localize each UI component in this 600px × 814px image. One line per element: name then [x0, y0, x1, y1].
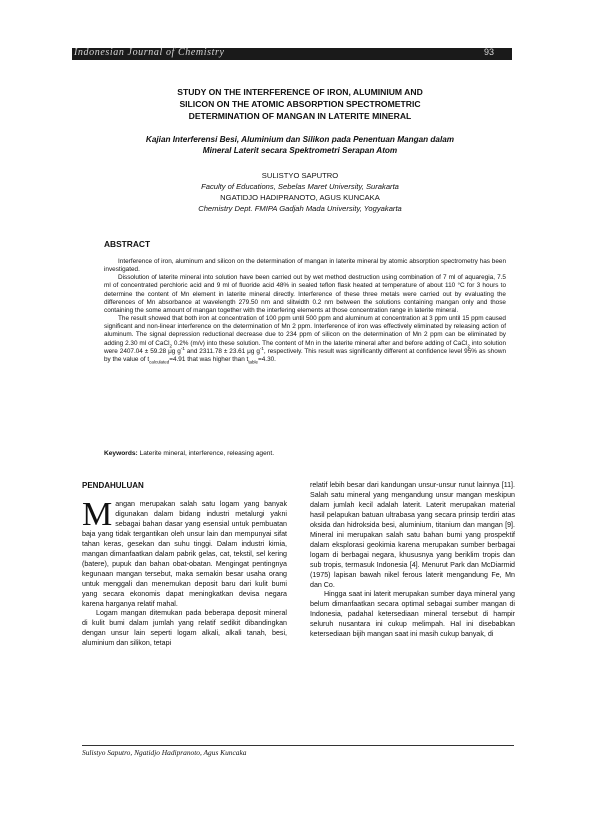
title-line: STUDY ON THE INTERFERENCE OF IRON, ALUMINIUM AND: [177, 87, 423, 97]
subscript: calculated: [149, 359, 170, 365]
drop-cap: M: [82, 496, 113, 533]
footer-authors: Sulistyo Saputro, Ngatidjo Hadipranoto, Agus Kuncaka: [82, 748, 247, 757]
subtitle-line: Mineral Laterit secara Spektrometri Serapan Atom: [202, 146, 398, 155]
author-affiliation: Faculty of Educations, Sebelas Maret University, Surakarta: [201, 182, 399, 191]
author-affiliation: Chemistry Dept. FMIPA Gadjah Mada University, Yogyakarta: [198, 204, 402, 213]
page-number: 93: [484, 47, 495, 57]
keywords: [104, 450, 506, 457]
abstract-text: and 2311.78 ± 23.61 μg g: [184, 347, 260, 355]
abstract-text: =4.30.: [258, 355, 276, 363]
body-paragraph: [82, 496, 287, 609]
keywords-label: Keywords:: [104, 450, 138, 457]
body-column-left: [82, 496, 287, 649]
title-line: DETERMINATION OF MANGAN IN LATERITE MINERAL: [188, 111, 412, 121]
subscript: 2: [467, 342, 470, 348]
superscript: -1: [180, 345, 185, 351]
subscript: table: [248, 359, 259, 365]
body-column-right: [310, 481, 515, 640]
keywords-text: Laterite mineral, interference, releasing agent.: [137, 450, 275, 457]
footer-rule: [82, 745, 514, 746]
author-block: [100, 170, 500, 214]
section-heading: PENDAHULUAN: [82, 481, 144, 490]
paper-title: [100, 86, 500, 122]
abstract-body: [104, 258, 506, 364]
subtitle-line: Kajian Interferensi Besi, Aluminium dan Silikon pada Penentuan Mangan dalam: [145, 135, 455, 144]
abstract-heading: ABSTRACT: [104, 239, 151, 249]
author-name: NGATIDJO HADIPRANOTO, AGUS KUNCAKA: [220, 193, 380, 202]
journal-name: Indonesian Journal of Chemistry: [74, 47, 225, 58]
body-paragraph: Hingga saat ini laterit merupakan sumber daya mineral yang belum dimanfaatkan secara optimal sebagai sumber mangan di Indonesia, padahal ketersediaan mineral tersebut di hampir seluruh nusantara ini cukup melimpah. Hal ini disebabkan ketersediaan bijih mangan saat ini masih cukup banyak, di: [310, 590, 515, 639]
abstract-text: , respectively. This result was significantly different at confidence level 95% as shown by the value of t: [104, 347, 507, 363]
body-paragraph: Logam mangan ditemukan pada beberapa deposit mineral di kulit bumi dalam jumlah yang relatif sedikit dibandingkan dengan unsur lain seperti logam alkali, alkali tanah, besi, aluminium dan silikon, tetapi: [82, 609, 287, 648]
abstract-paragraph: Interference of iron, aluminum and silicon on the determination of mangan in laterite mineral by atomic absorption spectrometry has been investigated.: [104, 258, 506, 274]
body-paragraph: relatif lebih besar dari kandungan unsur-unsur runut lainnya [11]. Salah satu mineral yang mengandung unsur mangan meskipun dalam jumlah kecil adalah laterit. Laterit merupakan material hasil pelapukan batuan ultrabasa yang secara prinsip terdiri atas oksida dan hidroksida besi, aluminium, titanium dan mangan [9]. Mineral ini merupakan salah satu bahan bumi yang prospektif dalam eksplorasi geokimia karena merupakan sumber berbagai logam di berbagai negara, khususnya yang beriklim tropis dan sub tropis, termasuk Indonesia [4]. Menurut Park dan McDiarmid (1975) lapisan bawah nikel ferous laterit mengandung Fe, Mn dan Co.: [310, 481, 515, 589]
abstract-text: =4.91 that was higher than t: [169, 355, 249, 363]
abstract-paragraph: [104, 315, 506, 364]
abstract-text: 0.2% (m/v) into these solution. The content of Mn in the laterite mineral after and before adding of CaCl: [172, 339, 468, 347]
subscript: 2: [169, 342, 173, 348]
abstract-paragraph: Dissolution of laterite mineral into solution have been carried out by wet method destruction using combination of 7 ml of aquaregia, 7.5 ml of concentrated perchloric acid and 9 ml of fluoride acid 48% in sealed teflon flask heated at temperature of about 110 °C for 3 hours to determine the content of Mn element in laterite mineral directly. Interference of these three metals were carried out by evaluating the differences of Mn absorbance at wavelength 279.50 nm and slitwidth 0.2 nm between the solutions containing mangan only and those containing the some amount of mangan together with the interfering elements at those concentration range in laterite mineral.: [104, 274, 506, 314]
title-line: SILICON ON THE ATOMIC ABSORPTION SPECTROMETRIC: [179, 99, 421, 109]
body-text: angan merupakan salah satu logam yang banyak digunakan dalam bidang industri metalurgi yakni sebagai bahan dasar yang esensial untuk pembuatan baja yang tidak tergantikan oleh unsur lain dan mempunyai sifat tahan keras, gesekan dan suhu tinggi. Dalam industri kimia, mangan dimanfaatkan dalam pabrik gelas, cat, tekstil, sel kering (batere), pupuk dan bahan obat-obatan. Mengingat pentingnya kegunaan mangan tersebut, maka semakin besar usaha orang untuk menggali dan menemukan deposit baru dari kulit bumi yang secara ekonomis dapat meningkatkan devisa negara karena harganya relatif mahal.: [82, 500, 287, 608]
paper-subtitle: [80, 134, 520, 156]
abstract-text: The result showed that both iron at concentration of 100 ppm until 500 ppm and aluminum at concentration at 3 ppm until 15 ppm caused significant and non-linear interference on the determination of Mn 2 ppm. Interference of iron was effectively eliminated by releasing action of aluminum. The signal depression reductional decrease due to 234 ppm of silicon on the determination of Mn 2 ppm can be eliminated by adding 2.30 ml of CaCl: [104, 315, 506, 347]
author-name: SULISTYO SAPUTRO: [261, 171, 339, 180]
superscript: -1: [259, 345, 264, 351]
abstract-text: into solution were 2407.04 ± 59.28 μg g: [104, 339, 506, 355]
